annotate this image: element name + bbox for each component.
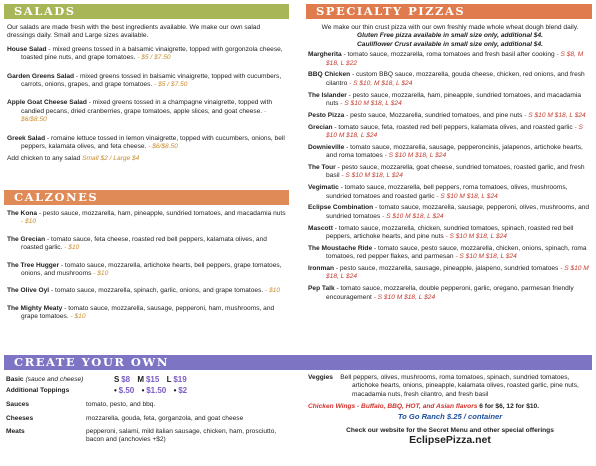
pizza-item: Margherita - tomato sauce, mozzarella, roma tomatoes and fresh basil after cooking - S $8, M $18, L $22 — [308, 51, 584, 67]
toppings-row: Additional Toppings • $.50 • $1.50 • $2 — [6, 386, 188, 396]
pizza-item: Eclipse Combination - tomato sauce, mozzarella, sausage, pepperoni, olives, mushrooms, and sundried tomatoes - S $10 M $18, L $24 — [308, 204, 590, 220]
calzones-section — [7, 210, 289, 327]
pizza-item: Ironman - pesto sauce, mozzarella, sausage, pineapple, jalapeno, sundried tomatoes - S $10 M $18, L $24 — [308, 265, 589, 281]
pizza-item: Grecian - tomato sauce, feta, roasted red bell peppers, kalamata olives, and roasted garlic - S $10 M $18, L $24 — [308, 123, 583, 140]
create-right — [308, 374, 592, 445]
salad-item: House Salad - mixed greens tossed in a balsamic vinaigrette, topped with gorgonzola cheese, toasted pine nuts, and grape tomatoes. - $5 / $7.50 — [7, 45, 283, 62]
ranch-line: To Go Ranch $.25 / container — [397, 411, 503, 421]
create-title: CREATE YOUR OWN — [14, 355, 169, 369]
pizza-item: The Tour - pesto sauce, mozzarella, goat cheese, sundried tomatoes, roasted garlic, and fresh basil - S $10 M $18, L $24 — [308, 164, 585, 180]
website-link[interactable]: EclipsePizza.net — [409, 434, 491, 447]
salads-banner — [4, 4, 289, 19]
sauces-row: Sauces tomato, pesto, and bbq. — [6, 401, 156, 409]
cheeses-row: Cheeses mozzarella, gouda, feta, gorganzola, and goat cheese — [6, 414, 244, 422]
calzones-title: CALZONES — [14, 190, 99, 204]
meats-row: Meats pepperoni, salami, mild italian sausage, chicken, ham, prosciutto, bacon and (anchovies +$2) — [6, 427, 277, 444]
pizzas-title: SPECIALTY PIZZAS — [316, 4, 466, 18]
calzone-item: The Olive Oyl - tomato sauce, mozzarella, spinach, garlic, onions, and grape tomatoes. - $10 — [7, 287, 281, 295]
salads-title: SALADS — [14, 4, 76, 18]
create-banner — [4, 355, 592, 370]
pizzas-banner — [306, 4, 592, 19]
salad-item: Garden Greens Salad - mixed greens tossed in balsamic vinaigrette, topped with cucumbers, carrots, onions, grapes, and grape tomatoes. - $5 / $7.50 — [7, 72, 282, 89]
secret-menu-note: Check our website for the Secret Menu and other special offerings — [346, 427, 554, 435]
calzone-item: The Kona - pesto sauce, mozzarella, ham, pineapple, sundried tomatoes, and macadamia nuts - $10 — [7, 210, 286, 226]
pizza-item: The Moustache Ride - tomato sauce, pesto sauce, mozzarella, chicken, onions, spinach, roma tomatoes, red pepper flakes, and parmesan - S $10 M $18, L $24 — [308, 244, 587, 261]
salad-item: Greek Salad - romaine lettuce tossed in lemon vinaigrette, topped with cucumbers, onions, bell peppers, kalamata olives, and feta cheese. - $6/$8.50 — [7, 134, 285, 151]
calzone-item: The Tree Hugger - tomato sauce, mozzarella, artichoke hearts, bell peppers, grape tomatoes, onions, and mushrooms - $10 — [7, 261, 282, 278]
basic-row: Basic (sauce and cheese) S $8 M $15 L $19 — [6, 375, 187, 384]
pizzas-section — [308, 24, 592, 305]
add-chicken-note: Add chicken to any salad Small $2 / Large $4 — [7, 155, 140, 163]
pizza-item: BBQ Chicken - custom BBQ sauce, mozzarella, gouda cheese, chicken, red onions, and fresh cilantro - S $10, M $18, L $24 — [308, 71, 585, 87]
create-options — [6, 375, 296, 445]
pizza-item: Pep Talk - tomato sauce, mozzarella, double pepperoni, garlic, oregano, parmesan friendly encouragement - S $10 M $18, L $24 — [308, 285, 574, 301]
calzone-item: The Grecian - tomato sauce, feta cheese, roasted red bell peppers, kalamata olives, and roasted garlic. - $10 — [7, 235, 267, 252]
calzones-banner — [4, 190, 289, 205]
salads-section — [7, 24, 289, 169]
pizza-item: Vegimatic - tomato sauce, mozzarella, bell peppers, roma tomatoes, olives, mushrooms, sundried tomatoes and roasted garlic - S $10 M $18, L $24 — [308, 184, 568, 200]
pizza-item: The Islander - pesto sauce, mozzarella, ham, pineapple, sundried tomatoes, and macadamia nuts - S $10 M $18, L $24 — [308, 91, 582, 108]
pizza-item: Pesto Pizza - pesto sauce, Mozzarella, sundried tomatoes, and pine nuts - S $10 M $18, L $24 — [308, 111, 586, 119]
pizza-item: Mascott - tomato sauce, mozzarella, chicken, sundried tomatoes, spinach, roasted red bell peppers, artichoke hearts, and pine nuts - S $10 M $18, L $24 — [308, 224, 574, 241]
pizzas-intro: We make our thin crust pizza with our own freshly made whole wheat dough blend daily. Gluten Free pizza available in small size only, additional $4. Cauliflower Crust available in small size only, additional $4. — [321, 24, 579, 48]
pizza-item: Downieville - tomato sauce, mozzarella, sausage, pepperoncinis, jalapenos, artichoke hearts, and roma tomatoes - S $10 M $18, L $24 — [308, 143, 583, 160]
wings-line: Chicken Wings - Buffalo, BBQ, HOT, and Asian flavors 6 for $6, 12 for $10. — [308, 403, 540, 411]
veggies-row: Veggies Bell peppers, olives, mushrooms, roma tomatoes, spinach, sundried tomatoes, artichoke hearts, onions, pineapple, kalamata olives, roasted garlic, pine nuts, macadamia nuts, fresh cilantro, and fresh basil — [308, 374, 579, 398]
calzone-item: The Mighty Meaty - tomato sauce, mozzarella, sausage, pepperoni, ham, mushrooms, and grape tomatoes. - $10 — [7, 304, 275, 321]
salads-intro: Our salads are made fresh with the best ingredients available. We make our own salad dressings daily. Small and Large sizes available. — [7, 24, 261, 40]
create-table — [6, 375, 296, 445]
salad-item: Apple Goat Cheese Salad - mixed greens tossed in a champagne vinaigrette, topped with candied pecans, dried cranberries, grape tomatoes, apple slices, and goat cheese. - $6/$8.50 — [7, 99, 272, 124]
